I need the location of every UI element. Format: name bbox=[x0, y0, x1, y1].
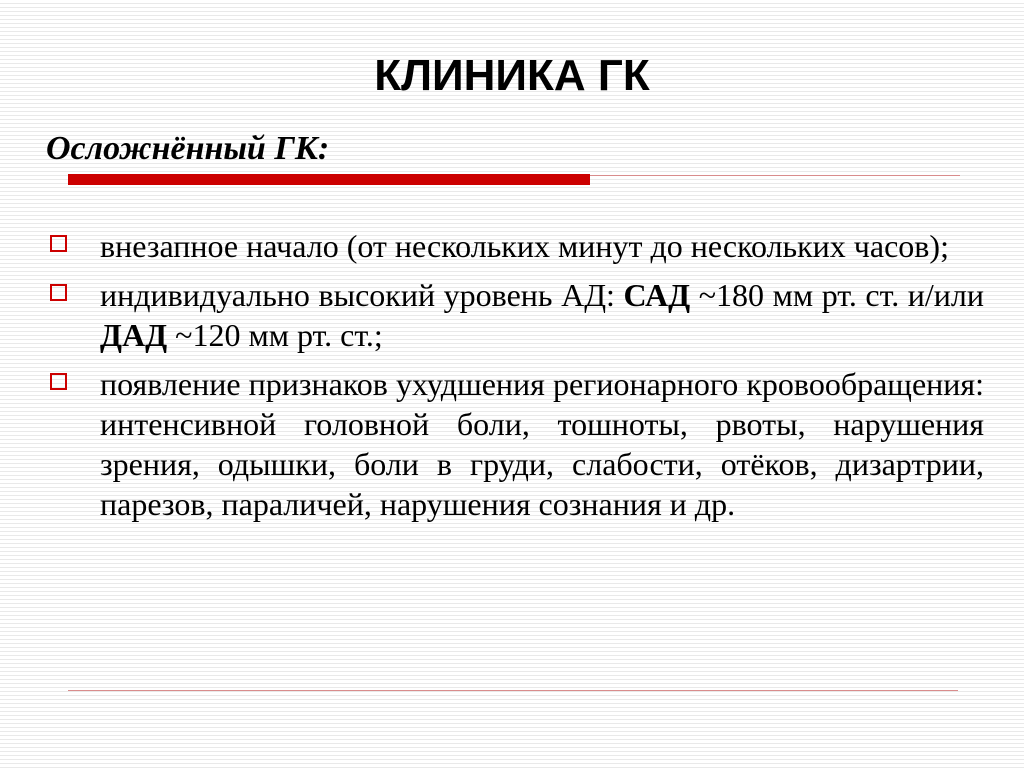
red-accent-bar bbox=[68, 174, 590, 185]
bp-text-part1: индивидуально высокий уровень АД: bbox=[100, 277, 624, 313]
top-divider-line bbox=[590, 175, 960, 176]
bullet-text: появление признаков ухудшения регионарного кровообращения: интенсивной головной боли, тошноты, рвоты, нарушения зрения, одышки, боли в груди, слабости, отёков, дизартрии, парезов, параличей, нарушения сознания и др. bbox=[100, 366, 984, 522]
bullet-item-symptoms bbox=[46, 364, 984, 524]
bullet-text: внезапное начало (от нескольких минут до нескольких часов); bbox=[100, 228, 949, 264]
bottom-divider-line bbox=[68, 690, 958, 691]
bullet-text bbox=[100, 277, 984, 353]
slide-subtitle: Осложнённый ГК: bbox=[46, 130, 330, 167]
bullet-list bbox=[46, 226, 984, 533]
hollow-square-icon bbox=[50, 284, 67, 301]
bp-text-part3: ~120 мм рт. ст.; bbox=[167, 317, 383, 353]
hollow-square-icon bbox=[50, 373, 67, 390]
bullet-item-blood-pressure bbox=[46, 275, 984, 355]
slide-title: КЛИНИКА ГК bbox=[374, 51, 650, 100]
dad-label: ДАД bbox=[100, 317, 168, 353]
sad-label: САД bbox=[623, 277, 691, 313]
bp-text-part2: ~180 мм рт. ст. и/или bbox=[690, 277, 985, 313]
hollow-square-icon bbox=[50, 235, 67, 252]
bullet-item-onset bbox=[46, 226, 984, 266]
